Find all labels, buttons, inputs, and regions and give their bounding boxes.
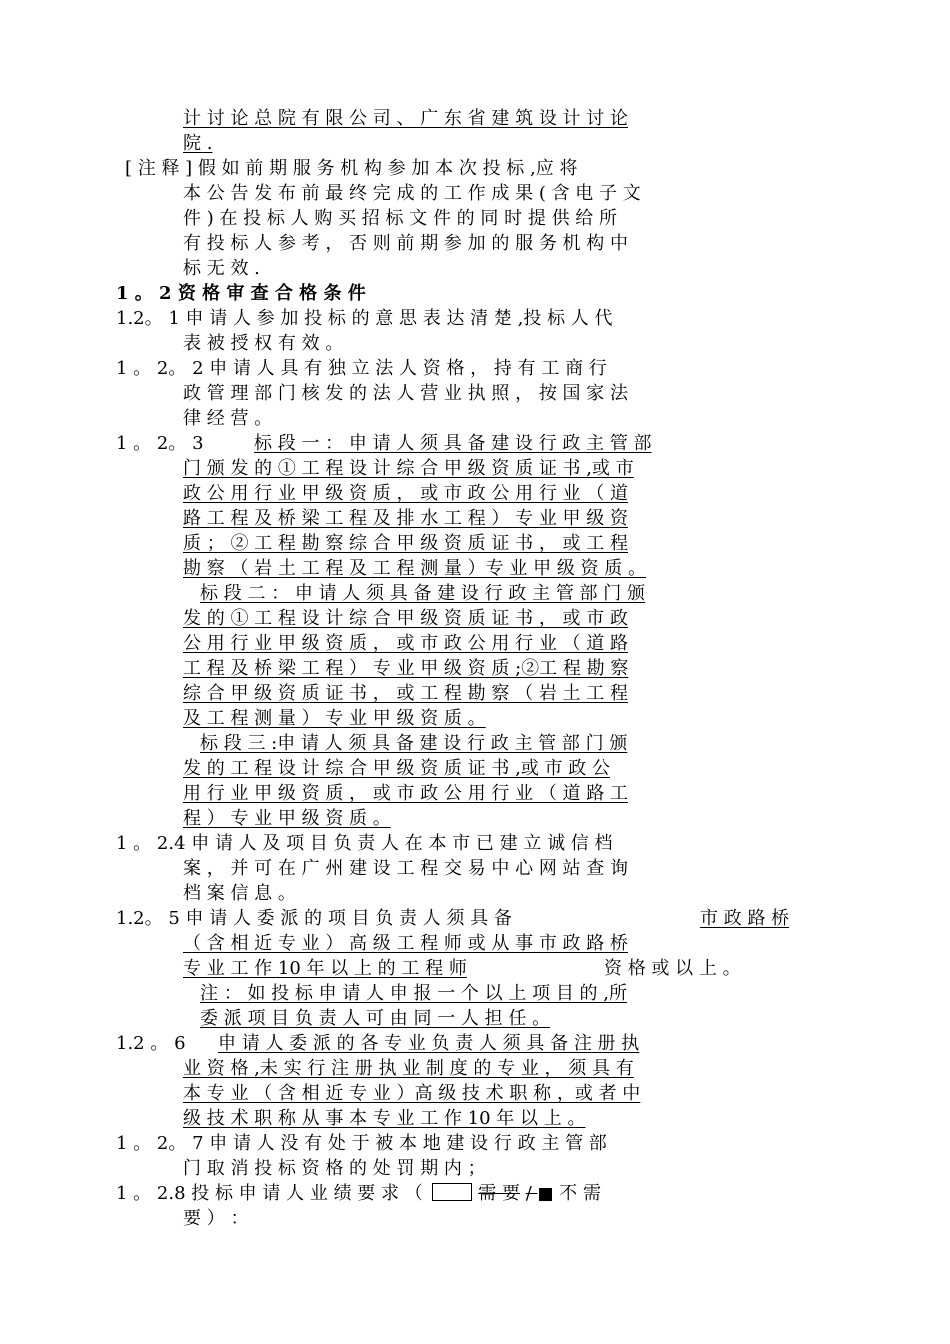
clause-line: 资 格 或 以 上 。 bbox=[604, 958, 741, 979]
clause-line: 门 颁 发 的 ① 工 程 设 计 综 合 甲 级 资 质 证 书 ,或 市 bbox=[183, 458, 634, 479]
clause-line: 1 。 2.4 申 请 人 及 项 目 负 责 人 在 本 市 已 建 立 诚 信 档 bbox=[116, 833, 613, 854]
clause-line: 要 ） ： bbox=[183, 1208, 249, 1229]
clause-line: 案 ， 并 可 在 广 州 建 设 工 程 交 易 中 心 网 站 查 询 bbox=[183, 858, 628, 879]
clause-line: 1.2。 1 申 请 人 参 加 投 标 的 意 思 表 达 清 楚 ,投 标 人 代 bbox=[116, 308, 613, 329]
note-line: 标 无 效 . bbox=[183, 258, 260, 279]
note-line: 委 派 项 目 负 责 人 可 由 同 一 人 担 任 。 bbox=[200, 1008, 551, 1029]
clause-line: 档 案 信 息 。 bbox=[183, 883, 296, 904]
clause-line: 1 。 2。 2 申 请 人 具 有 独 立 法 人 资 格 ， 持 有 工 商 行 bbox=[116, 358, 607, 379]
clause-line: 综 合 甲 级 资 质 证 书 ， 或 工 程 勘 察 （ 岩 土 工 程 bbox=[183, 683, 628, 704]
clause-line: 质 ； ② 工 程 勘 察 综 合 甲 级 资 质 证 书 ， 或 工 程 bbox=[183, 533, 628, 554]
clause-line: 市 政 路 桥 bbox=[700, 908, 790, 929]
clause-line: 程 ） 专 业 甲 级 资 质 。 bbox=[183, 808, 391, 829]
clause-line: 政 管 理 部 门 核 发 的 法 人 营 业 执 照 ， 按 国 家 法 bbox=[183, 383, 628, 404]
clause-line: 勘 察 （ 岩 土 工 程 及 工 程 测 量 ）专 业 甲 级 资 质 。 bbox=[183, 558, 646, 579]
clause-line: 申 请 人 委 派 的 各 专 业 负 责 人 须 具 备 注 册 执 bbox=[218, 1033, 640, 1054]
option-not-need-label: 不 需 bbox=[559, 1183, 602, 1204]
clause-line: 标 段 一 ： 申 请 人 须 具 备 建 设 行 政 主 管 部 bbox=[254, 433, 652, 454]
clause-line: 级 技 术 职 称 从 事 本 专 业 工 作 10 年 以 上 。 bbox=[183, 1108, 586, 1129]
clause-line: 公 用 行 业 甲 级 资 质 ， 或 市 政 公 用 行 业 （ 道 路 bbox=[183, 633, 628, 654]
clause-line bbox=[116, 1182, 601, 1207]
clause-text: 1 。 2.8 投 标 申 请 人 业 绩 要 求 （ bbox=[116, 1183, 423, 1204]
clause-line: 1 。 2。 7 申 请 人 没 有 处 于 被 本 地 建 设 行 政 主 管 部 bbox=[116, 1133, 607, 1154]
clause-line: 工 程 及 桥 梁 工 程 ） 专 业 甲 级 资 质 ;②工 程 勘 察 bbox=[183, 658, 629, 679]
clause-number: 1.2 。 6 bbox=[116, 1033, 186, 1054]
clause-line: 专 业 工 作 10 年 以 上 的 工 程 师 bbox=[183, 958, 467, 979]
clause-line: 1.2。 5 申 请 人 委 派 的 项 目 负 责 人 须 具 备 bbox=[116, 908, 512, 929]
note-line: 件 ) 在 投 标 人 购 买 招 标 文 件 的 同 时 提 供 给 所 bbox=[183, 208, 618, 229]
clause-line: 用 行 业 甲 级 资 质 ， 或 市 政 公 用 行 业 （ 道 路 工 bbox=[183, 783, 628, 804]
clause-line: 路 工 程 及 桥 梁 工 程 及 排 水 工 程 ） 专 业 甲 级 资 bbox=[183, 508, 628, 529]
note-line: 本 公 告 发 布 前 最 终 完 成 的 工 作 成 果 ( 含 电 子 文 bbox=[183, 183, 641, 204]
clause-line: 及 工 程 测 量 ） 专 业 甲 级 资 质 。 bbox=[183, 708, 486, 729]
clause-number: 1 。 2。 3 bbox=[116, 433, 204, 454]
clause-line: 律 经 营 。 bbox=[183, 408, 273, 429]
clause-line: 发 的 工 程 设 计 综 合 甲 级 资 质 证 书 ,或 市 政 公 bbox=[183, 758, 610, 779]
clause-line: 本 专 业 （ 含 相 近 专 业 ）高 级 技 术 职 称 ，或 者 中 bbox=[183, 1083, 641, 1104]
clause-line: 门 取 消 投 标 资 格 的 处 罚 期 内 ； bbox=[183, 1158, 486, 1179]
section-heading: 1 。 2 资 格 审 查 合 格 条 件 bbox=[116, 283, 366, 304]
note-line: [ 注 释 ] 假 如 前 期 服 务 机 构 参 加 本 次 投 标 ,应 将 bbox=[125, 158, 578, 179]
clause-line: 发 的 ① 工 程 设 计 综 合 甲 级 资 质 证 书 ， 或 市 政 bbox=[183, 608, 628, 629]
option-need-label: 需 要 bbox=[478, 1183, 520, 1204]
note-line: 有 投 标 人 参 考 ， 否 则 前 期 参 加 的 服 务 机 构 中 bbox=[183, 233, 628, 254]
clause-line: 表 被 授 权 有 效 。 bbox=[183, 333, 344, 354]
checked-square-icon[interactable]: ■ bbox=[537, 1184, 554, 1204]
clause-line: 标 段 二 ： 申 请 人 须 具 备 建 设 行 政 主 管 部 门 颁 bbox=[200, 583, 645, 604]
clause-line: 标 段 三 :申 请 人 须 具 备 建 设 行 政 主 管 部 门 颁 bbox=[200, 733, 628, 754]
checkbox-need[interactable] bbox=[432, 1183, 472, 1201]
clause-line: 政 公 用 行 业 甲 级 资 质 ， 或 市 政 公 用 行 业 （ 道 bbox=[183, 483, 628, 504]
text-line: 计 讨 论 总 院 有 限 公 司 、 广 东 省 建 筑 设 计 讨 论 bbox=[183, 108, 628, 129]
text-line: 院 . bbox=[183, 133, 213, 154]
note-line: 注 ： 如 投 标 申 请 人 申 报 一 个 以 上 项 目 的 ,所 bbox=[200, 983, 627, 1004]
option-separator: / bbox=[525, 1183, 538, 1204]
clause-line: 业 资 格 ,未 实 行 注 册 执 业 制 度 的 专 业 ， 须 具 有 bbox=[183, 1058, 634, 1079]
clause-line: （ 含 相 近 专 业 ） 高 级 工 程 师 或 从 事 市 政 路 桥 bbox=[183, 933, 628, 954]
